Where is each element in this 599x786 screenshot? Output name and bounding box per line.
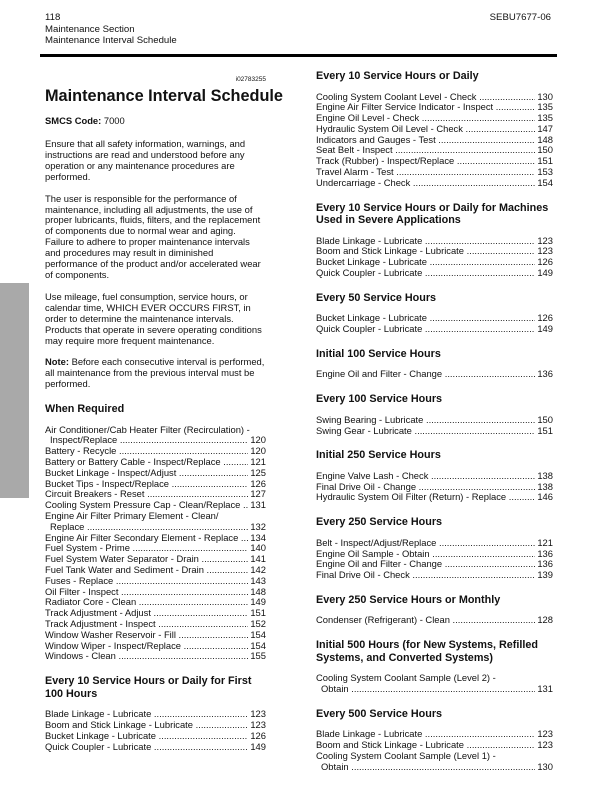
entry-page: 151: [537, 155, 553, 167]
list-item: [45, 489, 266, 500]
list-item: [45, 651, 266, 662]
entry-page: 123: [537, 728, 553, 740]
list-item: [316, 92, 553, 103]
entry-page: 120: [250, 434, 266, 446]
section-heading-50-hours: Every 50 Service Hours: [316, 291, 437, 304]
paragraph-responsibility: The user is responsible for the performance of maintenance, including all adjustments, the use of proper lubricants, fluids, filters, and the replacement of components due to normal wear and aging. Failure to adhere to proper maintenance intervals and procedures may result in diminished performance of the product and/or accelerated wear of components.: [45, 192, 261, 280]
entry-label: Oil Filter - Inspect .....: [45, 587, 248, 598]
list-item: [45, 457, 266, 468]
entry-page: 135: [537, 101, 553, 113]
list-item: [45, 543, 266, 554]
header-rule: [40, 54, 557, 57]
entry-label: Seat Belt - Inspect .....: [316, 145, 535, 156]
entry-page: 140: [250, 542, 266, 554]
entry-page: 120: [250, 445, 266, 457]
header-section: Maintenance Section: [45, 23, 135, 35]
entry-page: 142: [250, 563, 266, 575]
list-item: [45, 742, 266, 753]
entry-label: Bucket Linkage - Lubricate .....: [316, 313, 535, 324]
entry-page: 126: [250, 729, 266, 741]
entry-label-line2: Replace .....: [50, 522, 248, 533]
entry-label-line2: Inspect/Replace .....: [50, 435, 248, 446]
entry-label: Quick Coupler - Lubricate .....: [316, 324, 535, 335]
entry-page: 146: [537, 491, 553, 503]
list-item: [45, 720, 266, 731]
list-item: [316, 102, 553, 113]
list-item: [316, 145, 553, 156]
entry-label: Boom and Stick Linkage - Lubricate .....: [316, 246, 535, 257]
entry-label: Quick Coupler - Lubricate .....: [316, 268, 535, 279]
list-item: [316, 471, 553, 482]
list-50-hours: [316, 313, 553, 335]
entry-label: Bucket Linkage - Lubricate .....: [45, 731, 248, 742]
entry-label: Travel Alarm - Test .....: [316, 167, 535, 178]
entry-label: Fuses - Replace .....: [45, 576, 248, 587]
entry-page: 141: [250, 553, 266, 565]
entry-page: 152: [250, 617, 266, 629]
smcs-code: [45, 115, 266, 126]
entry-page: 123: [537, 245, 553, 257]
entry-page: 149: [250, 740, 266, 752]
doc-number: SEBU7677-06: [489, 12, 551, 23]
entry-label-line1: Engine Air Filter Primary Element - Clean/: [45, 510, 219, 521]
list-item: [316, 113, 553, 124]
entry-label: Indicators and Gauges - Test .....: [316, 135, 535, 146]
smcs-label: SMCS Code:: [45, 115, 102, 126]
section-heading-10-hours: Every 10 Service Hours or Daily: [316, 70, 479, 82]
entry-label: Battery or Battery Cable - Inspect/Replace .....: [45, 457, 248, 468]
entry-page: 148: [537, 133, 553, 145]
entry-page: 147: [537, 122, 553, 134]
entry-label: Bucket Tips - Inspect/Replace .....: [45, 479, 248, 490]
list-item: [316, 751, 553, 773]
list-item: [316, 549, 553, 560]
entry-label: Circuit Breakers - Reset .....: [45, 489, 248, 500]
section-heading-250-monthly: Every 250 Service Hours or Monthly: [316, 593, 501, 606]
entry-label: Cooling System Coolant Level - Check .....: [316, 92, 535, 103]
when-required-list: [45, 425, 266, 663]
left-column: [45, 70, 283, 765]
list-item: [45, 587, 266, 598]
entry-label-line1: Cooling System Coolant Sample (Level 1) -: [316, 749, 496, 761]
section-heading-when-required: When Required: [45, 403, 125, 416]
entry-page: 136: [537, 558, 553, 570]
entry-label-line2: Obtain .....: [321, 684, 535, 695]
list-item: [45, 597, 266, 608]
entry-page: 134: [250, 531, 266, 543]
entry-page: 151: [250, 607, 266, 619]
entry-page: 136: [537, 547, 553, 559]
smcs-value: 7000: [101, 115, 125, 126]
entry-label: Boom and Stick Linkage - Lubricate .....: [316, 740, 535, 751]
entry-page: 149: [250, 596, 266, 608]
entry-page: 155: [250, 650, 266, 662]
section-heading-first-100: Every 10 Service Hours or Daily for First 100 Hours: [45, 675, 252, 700]
entry-label: Windows - Clean .....: [45, 651, 248, 662]
list-item: [45, 554, 266, 565]
entry-label: Engine Oil Level - Check .....: [316, 113, 535, 124]
entry-page: 150: [537, 144, 553, 156]
list-item: [45, 641, 266, 652]
list-item: [316, 570, 553, 581]
list-initial-500: [316, 673, 553, 695]
entry-page: 130: [537, 760, 553, 772]
list-item: [45, 446, 266, 457]
list-item: [316, 482, 553, 493]
list-item: [316, 673, 553, 695]
list-item: [316, 415, 553, 426]
entry-page: 123: [250, 718, 266, 730]
entry-page: 126: [537, 256, 553, 268]
entry-label: Hydraulic System Oil Filter (Return) - Replace .....: [316, 492, 535, 503]
list-item: [316, 124, 553, 135]
list-item: [316, 426, 553, 437]
entry-page: 149: [537, 323, 553, 335]
entry-page: 123: [537, 739, 553, 751]
entry-page: 151: [537, 424, 553, 436]
list-item: [316, 729, 553, 740]
entry-label: Undercarriage - Check .....: [316, 178, 535, 189]
list-10-hours-severe: [316, 236, 553, 279]
entry-label: Engine Air Filter Secondary Element - Replace .....: [45, 533, 248, 544]
list-250-monthly: [316, 615, 553, 626]
entry-label: Engine Oil and Filter - Change .....: [316, 369, 535, 380]
entry-page: 149: [537, 267, 553, 279]
list-item: [316, 559, 553, 570]
entry-label: Hydraulic System Oil Level - Check .....: [316, 124, 535, 135]
entry-page: 150: [537, 413, 553, 425]
list-item: [316, 615, 553, 626]
entry-label: Track (Rubber) - Inspect/Replace .....: [316, 156, 535, 167]
entry-label-line1: Cooling System Coolant Sample (Level 2) -: [316, 672, 496, 684]
entry-label: Blade Linkage - Lubricate .....: [45, 709, 248, 720]
list-item: [45, 533, 266, 544]
section-heading-100-hours: Every 100 Service Hours: [316, 393, 443, 406]
entry-page: 131: [537, 683, 553, 695]
section-tab-marker: [0, 283, 29, 498]
entry-page: 131: [250, 499, 266, 511]
paragraph-safety: Ensure that all safety information, warnings, and instructions are read and understood before any operation or any maintenance procedures are performed.: [45, 138, 246, 182]
page-title: Maintenance Interval Schedule: [45, 87, 283, 105]
entry-page: 135: [537, 112, 553, 124]
list-item: [45, 608, 266, 619]
section-heading-10-hours-severe: Every 10 Service Hours or Daily for Machines Used in Severe Applications: [316, 201, 549, 227]
entry-label: Condenser (Refrigerant) - Clean .....: [316, 615, 535, 626]
list-item: [316, 178, 553, 189]
entry-label: Window Washer Reservoir - Fill .....: [45, 630, 248, 641]
entry-page: 138: [537, 480, 553, 492]
list-initial-250: [316, 471, 553, 503]
list-item: [316, 268, 553, 279]
entry-label: Fuel Tank Water and Sediment - Drain .....: [45, 565, 248, 576]
entry-page: 125: [250, 466, 266, 478]
entry-page: 138: [537, 469, 553, 481]
entry-label: Battery - Recycle .....: [45, 446, 248, 457]
entry-page: 154: [250, 628, 266, 640]
entry-page: 153: [537, 166, 553, 178]
entry-label: Fuel System Water Separator - Drain .....: [45, 554, 248, 565]
right-column: [316, 70, 553, 786]
entry-page: 126: [537, 312, 553, 324]
entry-label: Swing Gear - Lubricate .....: [316, 426, 535, 437]
first-100-list: [45, 709, 266, 752]
list-item: [45, 731, 266, 742]
entry-label: Radiator Core - Clean .....: [45, 597, 248, 608]
list-100-hours: [316, 415, 553, 437]
list-item: [316, 257, 553, 268]
list-10-hours: [316, 92, 553, 189]
entry-label: Blade Linkage - Lubricate .....: [316, 729, 535, 740]
list-initial-100: [316, 369, 553, 380]
section-heading-initial-250: Initial 250 Service Hours: [316, 449, 441, 462]
header-subsection: Maintenance Interval Schedule: [45, 35, 177, 46]
entry-label: Bucket Linkage - Lubricate .....: [316, 257, 535, 268]
list-item: [45, 468, 266, 479]
entry-label: Fuel System - Prime .....: [45, 543, 248, 554]
entry-label: Swing Bearing - Lubricate .....: [316, 415, 535, 426]
list-item: [316, 538, 553, 549]
list-item: [316, 369, 553, 380]
note-text: Before each consecutive interval is performed, all maintenance from the previous interval must be performed.: [45, 356, 265, 390]
entry-page: 123: [250, 708, 266, 720]
entry-page: 126: [250, 477, 266, 489]
list-item: [316, 246, 553, 257]
entry-page: 148: [250, 585, 266, 597]
entry-label: Final Drive Oil - Change .....: [316, 482, 535, 493]
list-item: [316, 492, 553, 503]
list-item: [45, 565, 266, 576]
entry-label: Engine Oil and Filter - Change .....: [316, 559, 535, 570]
section-heading-initial-500: Initial 500 Hours (for New Systems, Refilled Systems, and Converted Systems): [316, 639, 539, 664]
list-item: [316, 135, 553, 146]
entry-label: Boom and Stick Linkage - Lubricate .....: [45, 720, 248, 731]
paragraph-intervals: Use mileage, fuel consumption, service hours, or calendar time, WHICH EVER OCCURS FIRST, in order to determine the maintenance intervals. Products that operate in severe operating conditions may require more frequent maintenance.: [45, 290, 262, 346]
list-item: [45, 619, 266, 630]
list-250-hours: [316, 538, 553, 581]
entry-page: 121: [537, 536, 553, 548]
page-number: 118: [45, 12, 61, 23]
entry-page: 130: [537, 90, 553, 102]
entry-label-line1: Air Conditioner/Cab Heater Filter (Recirculation) -: [45, 423, 250, 435]
entry-page: 139: [537, 569, 553, 581]
list-item: [45, 576, 266, 587]
entry-page: 123: [537, 234, 553, 246]
section-heading-initial-100: Initial 100 Service Hours: [316, 347, 441, 360]
entry-label-line2: Obtain .....: [321, 762, 535, 773]
entry-label: Engine Air Filter Service Indicator - Inspect .....: [316, 102, 535, 113]
entry-page: 132: [250, 520, 266, 532]
note-label: Note:: [45, 356, 69, 368]
entry-label: Final Drive Oil - Check .....: [316, 570, 535, 581]
entry-label: Quick Coupler - Lubricate .....: [45, 742, 248, 753]
entry-page: 136: [537, 368, 553, 380]
document-id: i02783255: [235, 76, 266, 83]
list-item: [316, 236, 553, 247]
entry-label: Engine Oil Sample - Obtain .....: [316, 549, 535, 560]
section-heading-500-hours: Every 500 Service Hours: [316, 707, 443, 720]
list-item: [45, 630, 266, 641]
list-item: [45, 425, 266, 447]
list-500-hours: [316, 729, 553, 772]
entry-page: 143: [250, 574, 266, 586]
list-item: [316, 313, 553, 324]
list-item: [45, 479, 266, 490]
entry-page: 128: [537, 614, 553, 626]
list-item: [316, 167, 553, 178]
entry-label: Track Adjustment - Inspect .....: [45, 619, 248, 630]
entry-label: Window Wiper - Inspect/Replace .....: [45, 641, 248, 652]
page-header-left: [45, 12, 177, 47]
entry-label: Belt - Inspect/Adjust/Replace .....: [316, 538, 535, 549]
list-item: [45, 709, 266, 720]
entry-label: Cooling System Pressure Cap - Clean/Replace .....: [45, 500, 248, 511]
list-item: [316, 324, 553, 335]
entry-page: 127: [250, 488, 266, 500]
entry-page: 154: [250, 639, 266, 651]
list-item: [316, 156, 553, 167]
note-paragraph: [45, 357, 266, 390]
entry-page: 121: [250, 456, 266, 468]
section-heading-250-hours: Every 250 Service Hours: [316, 516, 443, 529]
entry-label: Bucket Linkage - Inspect/Adjust .....: [45, 468, 248, 479]
entry-label: Engine Valve Lash - Check .....: [316, 471, 535, 482]
entry-label: Track Adjustment - Adjust .....: [45, 608, 248, 619]
entry-label: Blade Linkage - Lubricate .....: [316, 236, 535, 247]
entry-page: 154: [537, 176, 553, 188]
list-item: [45, 511, 266, 533]
